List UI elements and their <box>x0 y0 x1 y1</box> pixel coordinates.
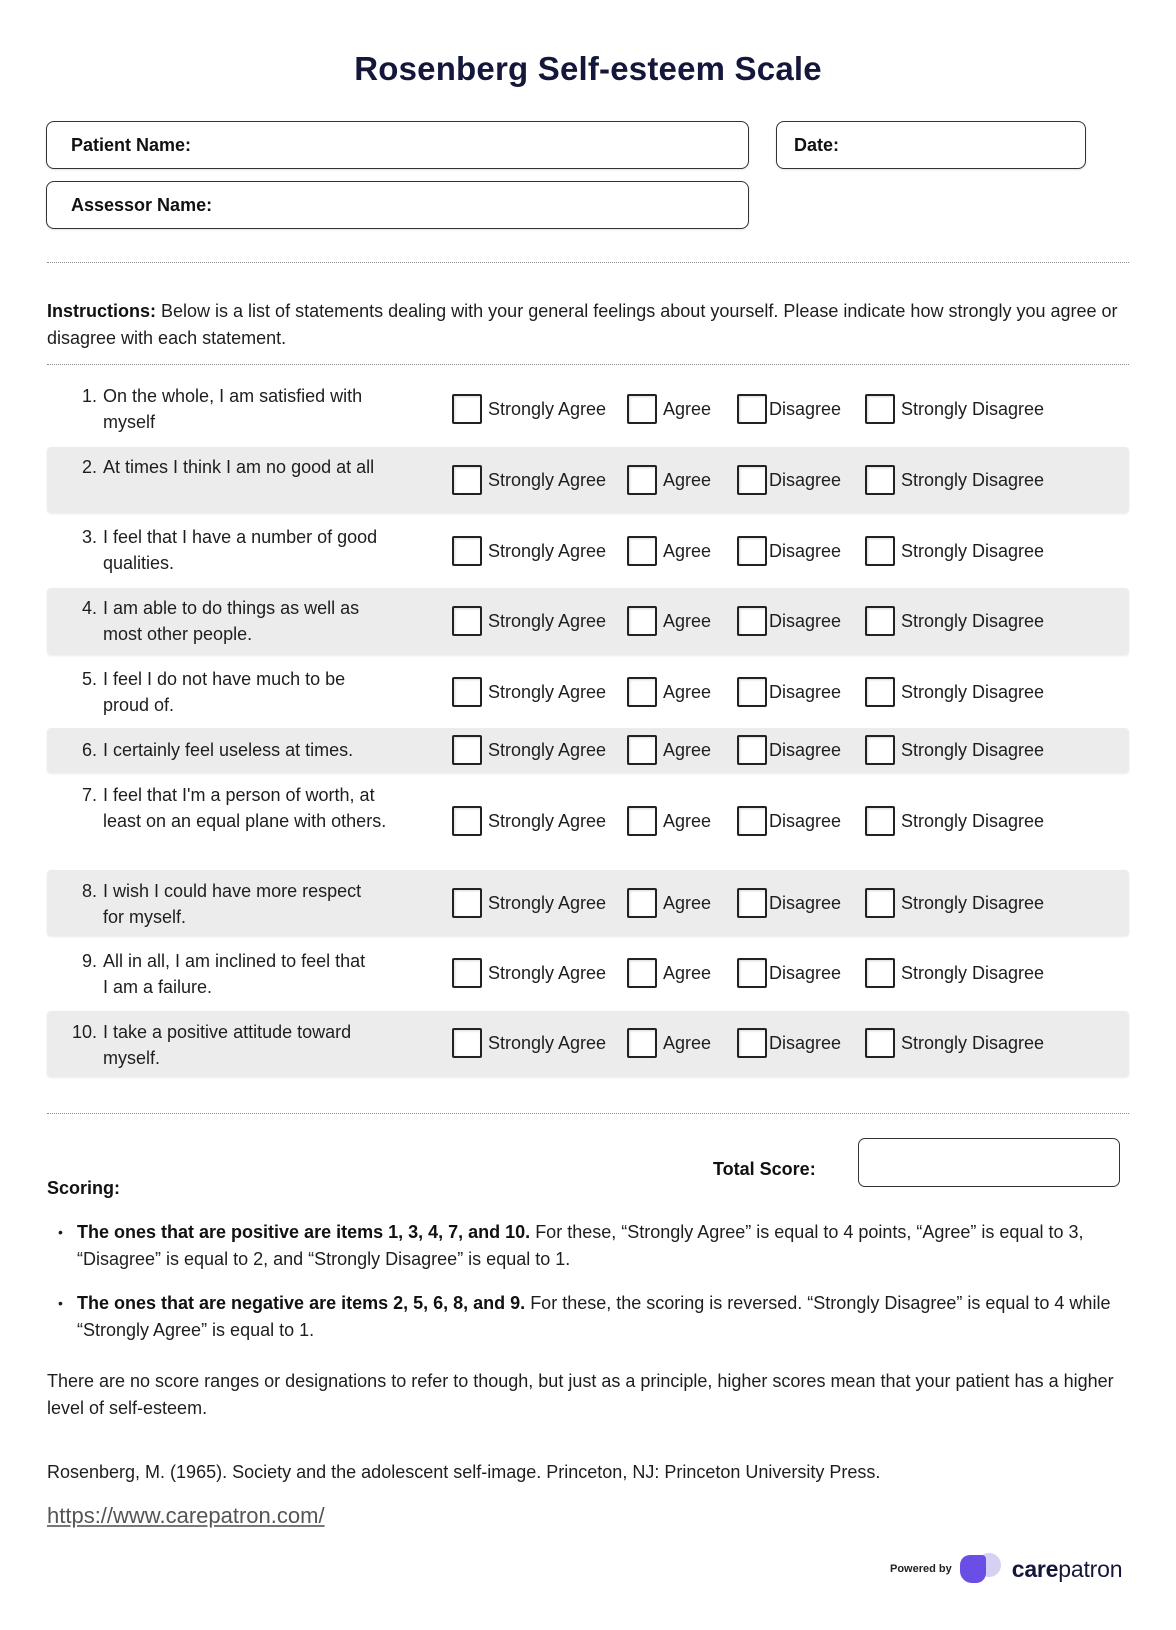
option-disagree[interactable]: Disagree <box>737 536 841 566</box>
option-agree[interactable]: Agree <box>627 536 711 566</box>
page-title: Rosenberg Self-esteem Scale <box>354 50 822 87</box>
checkbox[interactable] <box>865 606 895 636</box>
option-agree[interactable]: Agree <box>627 606 711 636</box>
option-agree[interactable]: Agree <box>627 394 711 424</box>
option-disagree[interactable]: Disagree <box>737 806 841 836</box>
item-statement: All in all, I am inclined to feel that I am a failure. <box>103 951 366 997</box>
checkbox[interactable] <box>627 677 657 707</box>
checkbox[interactable] <box>737 677 767 707</box>
item-number: 1. <box>81 386 97 406</box>
carepatron-wordmark: carepatron <box>1011 1555 1123 1582</box>
option-disagree[interactable]: Disagree <box>737 735 841 765</box>
option-disagree[interactable]: Disagree <box>737 677 841 707</box>
checkbox[interactable] <box>627 888 657 918</box>
checkbox[interactable] <box>737 536 767 566</box>
assessor-name-label: Assessor Name: <box>71 195 213 215</box>
option-strongly-agree[interactable]: Strongly Agree <box>452 1028 606 1058</box>
option-agree[interactable]: Agree <box>627 806 711 836</box>
powered-by-carepatron[interactable] <box>890 1552 1122 1586</box>
checkbox[interactable] <box>452 536 482 566</box>
total-score-input[interactable] <box>858 1138 1120 1187</box>
option-strongly-disagree[interactable]: Strongly Disagree <box>865 606 1044 636</box>
date-field[interactable] <box>776 121 1086 169</box>
item-options <box>47 778 1129 864</box>
carepatron-logo-icon <box>960 1553 1004 1585</box>
item-options <box>47 380 1129 442</box>
option-strongly-disagree[interactable]: Strongly Disagree <box>865 536 1044 566</box>
checkbox[interactable] <box>865 677 895 707</box>
item-statement: I feel that I have a number of good qualities. <box>103 527 378 573</box>
option-disagree[interactable]: Disagree <box>737 888 841 918</box>
item-number: 3. <box>81 527 97 547</box>
scoring-heading: Scoring: <box>47 1178 121 1198</box>
item-number: 8. <box>81 881 97 901</box>
checkbox[interactable] <box>865 394 895 424</box>
checkbox[interactable] <box>627 536 657 566</box>
option-strongly-agree[interactable]: Strongly Agree <box>452 465 606 495</box>
option-agree[interactable]: Agree <box>627 888 711 918</box>
option-disagree[interactable]: Disagree <box>737 1028 841 1058</box>
option-strongly-disagree[interactable]: Strongly Disagree <box>865 735 1044 765</box>
checkbox[interactable] <box>452 394 482 424</box>
item-number: 4. <box>81 598 97 618</box>
item-number: 9. <box>81 951 97 971</box>
bullet-bold: The ones that are positive are items 1, 3, 4, 7, and 10. <box>77 1222 531 1242</box>
checkbox[interactable] <box>737 735 767 765</box>
total-score-label: Total Score: <box>713 1159 816 1179</box>
bullet-text: For these, the scoring is reversed. “Strongly Disagree” is equal to 4 while “Strongly Agree” is equal to 1. <box>77 1293 1111 1340</box>
item-options <box>47 870 1129 936</box>
option-strongly-disagree[interactable]: Strongly Disagree <box>865 806 1044 836</box>
checkbox[interactable] <box>737 394 767 424</box>
patient-name-field[interactable] <box>46 121 749 169</box>
option-strongly-agree[interactable]: Strongly Agree <box>452 806 606 836</box>
checkbox[interactable] <box>452 888 482 918</box>
bullet-icon: • <box>58 1295 63 1311</box>
checkbox[interactable] <box>452 958 482 988</box>
divider <box>47 364 1129 365</box>
item-row-3 <box>47 518 1129 582</box>
powered-by-label: Powered by <box>890 1563 952 1575</box>
item-statement: I feel that I'm a person of worth, at least on an equal plane with others. <box>103 785 387 831</box>
checkbox[interactable] <box>627 735 657 765</box>
option-disagree[interactable]: Disagree <box>737 465 841 495</box>
scoring-note: There are no score ranges or designations to refer to though, but just as a principle, higher scores mean that your patient has a higher level of self-esteem. <box>47 1371 1114 1418</box>
item-statement: On the whole, I am satisfied with myself <box>103 386 363 432</box>
checkbox[interactable] <box>737 888 767 918</box>
scoring-bullet-positive <box>58 1219 1118 1273</box>
checkbox[interactable] <box>737 1028 767 1058</box>
scoring-bullet-negative <box>58 1290 1118 1344</box>
item-statement: I wish I could have more respect for myself. <box>103 881 362 927</box>
checkbox[interactable] <box>452 806 482 836</box>
checkbox[interactable] <box>865 888 895 918</box>
option-strongly-disagree[interactable]: Strongly Disagree <box>865 394 1044 424</box>
checkbox[interactable] <box>627 958 657 988</box>
item-row-5 <box>47 660 1129 722</box>
option-strongly-disagree[interactable]: Strongly Disagree <box>865 465 1044 495</box>
item-options <box>47 588 1129 655</box>
patient-name-label: Patient Name: <box>71 135 192 155</box>
option-disagree[interactable]: Disagree <box>737 394 841 424</box>
option-agree[interactable]: Agree <box>627 735 711 765</box>
item-number: 6. <box>81 740 97 760</box>
item-number: 5. <box>81 669 97 689</box>
checkbox[interactable] <box>865 536 895 566</box>
item-options <box>47 660 1129 722</box>
date-label: Date: <box>794 135 840 155</box>
item-row-7 <box>47 778 1129 864</box>
checkbox[interactable] <box>865 958 895 988</box>
checkbox[interactable] <box>452 735 482 765</box>
checkbox[interactable] <box>627 465 657 495</box>
item-row-6 <box>47 728 1129 773</box>
item-options <box>47 728 1129 773</box>
item-row-1 <box>47 380 1129 442</box>
item-row-2 <box>47 447 1129 513</box>
instructions-label: Instructions: <box>47 301 157 321</box>
checkbox[interactable] <box>452 465 482 495</box>
checkbox[interactable] <box>737 465 767 495</box>
checkbox[interactable] <box>452 1028 482 1058</box>
checkbox[interactable] <box>627 1028 657 1058</box>
bullet-bold: The ones that are negative are items 2, 5, 6, 8, and 9. <box>77 1293 526 1313</box>
item-statement: I feel I do not have much to be proud of. <box>103 669 346 715</box>
option-strongly-disagree[interactable]: Strongly Disagree <box>865 958 1044 988</box>
assessor-name-field[interactable] <box>46 181 749 229</box>
bullet-icon: • <box>58 1224 63 1240</box>
checkbox[interactable] <box>737 958 767 988</box>
item-options <box>47 447 1129 513</box>
checkbox[interactable] <box>627 606 657 636</box>
option-strongly-disagree[interactable]: Strongly Disagree <box>865 1028 1044 1058</box>
item-row-4 <box>47 588 1129 655</box>
option-agree[interactable]: Agree <box>627 465 711 495</box>
option-disagree[interactable]: Disagree <box>737 606 841 636</box>
option-strongly-agree[interactable]: Strongly Agree <box>452 677 606 707</box>
option-strongly-agree[interactable]: Strongly Agree <box>452 735 606 765</box>
item-statement: I certainly feel useless at times. <box>103 740 354 760</box>
item-statement: I take a positive attitude toward myself. <box>103 1022 352 1068</box>
divider <box>47 1113 1129 1114</box>
item-row-9 <box>47 942 1129 1006</box>
option-agree[interactable]: Agree <box>627 677 711 707</box>
checkbox[interactable] <box>452 677 482 707</box>
carepatron-link[interactable]: https://www.carepatron.com/ <box>47 1503 325 1528</box>
option-strongly-disagree[interactable]: Strongly Disagree <box>865 677 1044 707</box>
option-agree[interactable]: Agree <box>627 1028 711 1058</box>
option-strongly-disagree[interactable]: Strongly Disagree <box>865 888 1044 918</box>
item-options <box>47 1011 1129 1077</box>
item-statement: At times I think I am no good at all <box>103 457 375 477</box>
option-strongly-agree[interactable]: Strongly Agree <box>452 958 606 988</box>
item-number: 10. <box>71 1022 97 1042</box>
item-row-10 <box>47 1011 1129 1077</box>
item-options <box>47 518 1129 582</box>
option-disagree[interactable]: Disagree <box>737 958 841 988</box>
item-number: 7. <box>81 785 97 805</box>
instructions-text: Below is a list of statements dealing with your general feelings about yourself. Please indicate how strongly you agree or disagree with each statement. <box>47 301 1118 348</box>
reference: Rosenberg, M. (1965). Society and the adolescent self-image. Princeton, NJ: Princeton University Press. <box>47 1462 881 1482</box>
checkbox[interactable] <box>627 394 657 424</box>
instructions <box>47 298 1127 352</box>
divider <box>47 262 1129 263</box>
option-strongly-agree[interactable]: Strongly Agree <box>452 606 606 636</box>
checkbox[interactable] <box>452 606 482 636</box>
checkbox[interactable] <box>865 465 895 495</box>
checkbox[interactable] <box>865 1028 895 1058</box>
checkbox[interactable] <box>627 806 657 836</box>
checkbox[interactable] <box>865 806 895 836</box>
checkbox[interactable] <box>865 735 895 765</box>
option-agree[interactable]: Agree <box>627 958 711 988</box>
checkbox[interactable] <box>737 606 767 636</box>
checkbox[interactable] <box>737 806 767 836</box>
item-statement: I am able to do things as well as most other people. <box>103 598 360 644</box>
bullet-text: For these, “Strongly Agree” is equal to 4 points, “Agree” is equal to 3, “Disagree” is equal to 2, and “Strongly Disagree” is equal to 1. <box>77 1222 1084 1269</box>
option-strongly-agree[interactable]: Strongly Agree <box>452 536 606 566</box>
item-number: 2. <box>81 457 97 477</box>
item-row-8 <box>47 870 1129 936</box>
item-options <box>47 942 1129 1006</box>
option-strongly-agree[interactable]: Strongly Agree <box>452 394 606 424</box>
option-strongly-agree[interactable]: Strongly Agree <box>452 888 606 918</box>
